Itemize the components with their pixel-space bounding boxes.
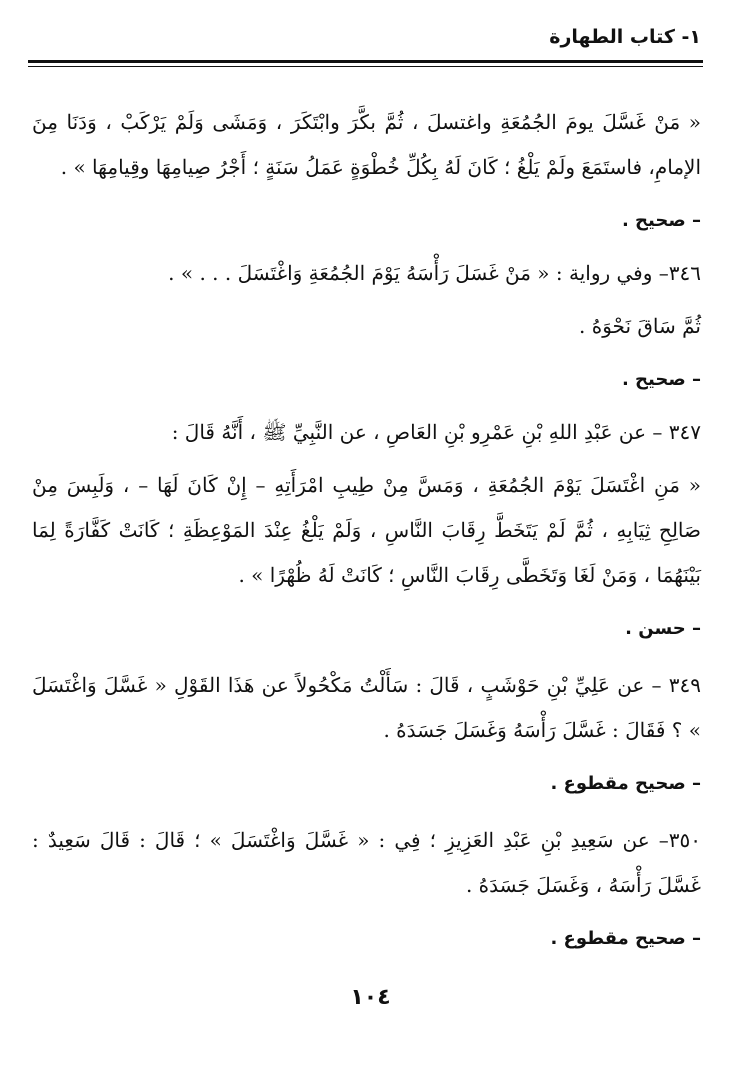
athar-349: ٣٤٩ – عن عَلِيِّ بْنِ حَوْشَبٍ ، قَالَ : سَأَلْتُ مَكْحُولاً عن هَذَا القَوْلِ « غَسَّلَ وَاغْتَسَلَ » ؟ فَقَالَ : غَسَّلَ رَأْسَهُ وَغَسَلَ جَسَدَهُ . — [32, 673, 701, 742]
grading-350: – صحيح مقطوع . — [550, 928, 701, 949]
hadith-text-345-continued: « مَنْ غَسَّلَ يومَ الجُمُعَةِ واغتسلَ ، ثُمَّ بكَّرَ وابْتَكَرَ ، وَمَشَى وَلَمْ يَرْكَبْ ، وَدَنَا مِنَ الإمامِ، فاستَمَعَ ولَمْ يَلْغُ ؛ كَانَ لَهُ بِكُلِّ خُطْوَةٍ عَمَلُ سَنَةٍ ؛ أَجْرُ صِيامِهَا وقِيامِهَا » . — [32, 110, 701, 179]
hadith-346: ٣٤٦– وفي رواية : « مَنْ غَسَلَ رَأْسَهُ يَوْمَ الجُمُعَةِ وَاغْتَسَلَ . . . » . — [168, 261, 701, 285]
hadith-346-note: ثُمَّ سَاقَ نَحْوَهُ . — [579, 314, 701, 338]
running-title: ١- كتاب الطهارة — [549, 26, 701, 48]
grading-347: – حسن . — [625, 618, 701, 639]
grading-346: – صحيح . — [621, 369, 701, 390]
grading-349: – صحيح مقطوع . — [550, 773, 701, 794]
page-body — [32, 100, 701, 961]
grading-345: – صحيح . — [621, 210, 701, 231]
header-rule-thick — [28, 60, 703, 63]
page-number: ١٠٤ — [350, 985, 391, 1010]
athar-350: ٣٥٠– عن سَعِيدِ بْنِ عَبْدِ العَزِيزِ ؛ فِي : « غَسَّلَ وَاغْتَسَلَ » ؛ قَالَ : قَالَ سَعِيدٌ : غَسَّلَ رَأْسَهُ ، وَغَسَلَ جَسَدَهُ . — [32, 828, 701, 897]
hadith-347-isnad: ٣٤٧ – عن عَبْدِ اللهِ بْنِ عَمْرِو بْنِ العَاصِ ، عن النَّبِيِّ ﷺ ، أَنَّهُ قَالَ : — [171, 420, 701, 444]
hadith-347-matn: « مَنِ اغْتَسَلَ يَوْمَ الجُمُعَةِ ، وَمَسَّ مِنْ طِيبِ امْرَأَتِهِ – إِنْ كَانَ لَهَا – ، وَلَبِسَ مِنْ صَالِحِ ثِيَابِهِ ، ثُمَّ لَمْ يَتَخَطَّ رِقَابَ النَّاسِ ، وَلَمْ يَلْغُ عِنْدَ المَوْعِظَةِ ؛ كَانَتْ كَفَّارَةً لِمَا بَيْنَهُمَا ، وَمَنْ لَغَا وَتَخَطَّى رِقَابَ النَّاسِ ؛ كَانَتْ لَهُ ظُهْرًا » . — [32, 473, 701, 587]
header-rule-thin — [28, 66, 703, 67]
